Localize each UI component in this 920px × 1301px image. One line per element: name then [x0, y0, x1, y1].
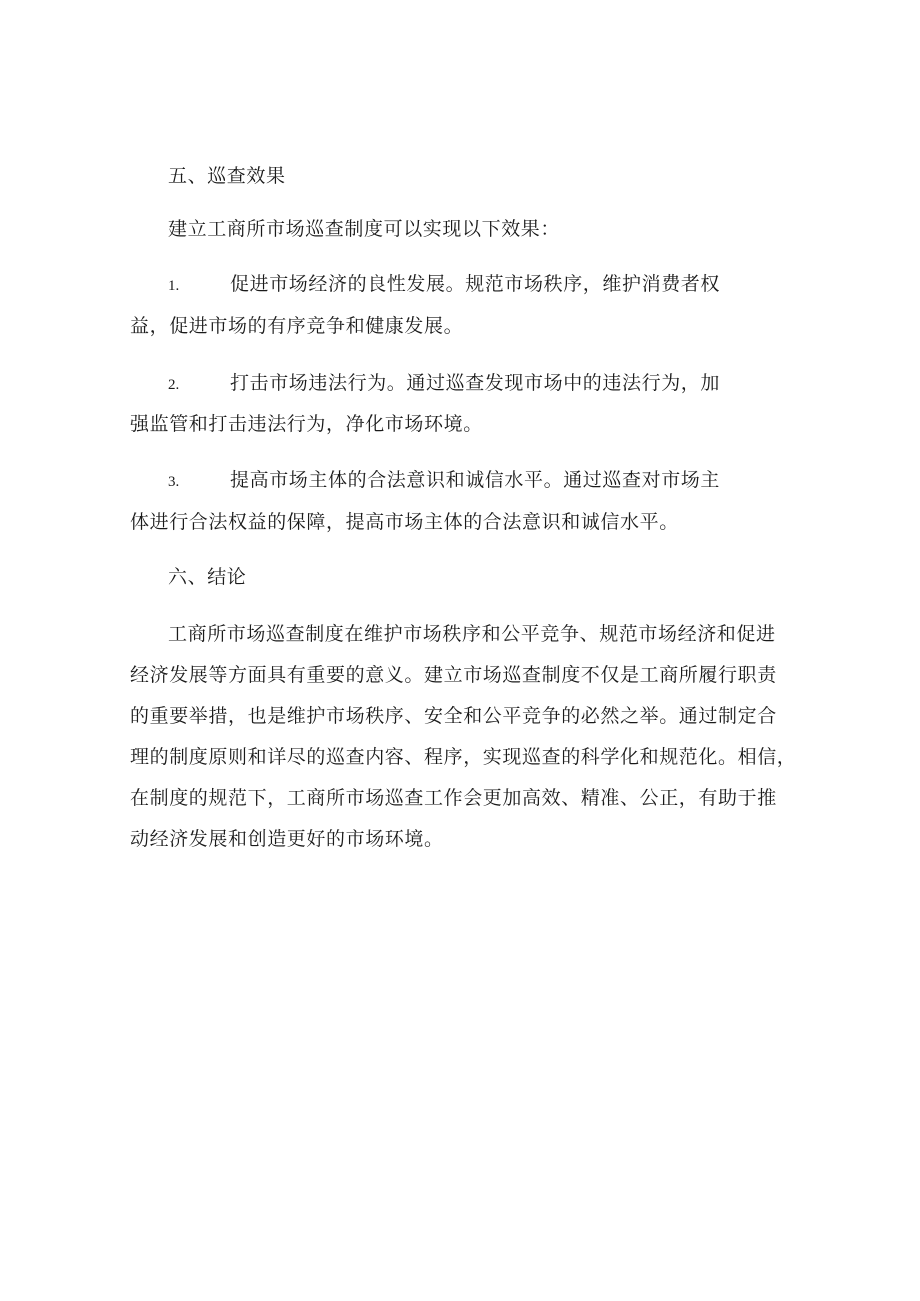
list-item-3-line-1: 提高市场主体的合法意识和诚信水平。通过巡查对市场主 — [230, 469, 721, 491]
list-item-1-line-2: 益，促进市场的有序竞争和健康发展。 — [130, 315, 464, 337]
conclusion-line-6: 动经济发展和创造更好的市场环境。 — [130, 828, 444, 850]
section-6-heading: 六、结论 — [168, 566, 247, 588]
section-5-intro: 建立工商所市场巡查制度可以实现以下效果： — [168, 218, 561, 240]
conclusion-line-5: 在制度的规范下，工商所市场巡查工作会更加高效、精准、公正，有助于推 — [130, 787, 777, 809]
conclusion-line-3: 的重要举措，也是维护市场秩序、安全和公平竞争的必然之举。通过制定合 — [130, 705, 777, 727]
list-item-2-number: 2. — [168, 377, 180, 393]
list-item-1-line-1: 促进市场经济的良性发展。规范市场秩序，维护消费者权 — [230, 273, 721, 295]
list-item-3-number: 3. — [168, 474, 180, 490]
section-5-heading: 五、巡查效果 — [168, 165, 286, 187]
conclusion-line-4: 理的制度原则和详尽的巡查内容、程序，实现巡查的科学化和规范化。相信， — [130, 746, 797, 768]
list-item-2-line-2: 强监管和打击违法行为，净化市场环境。 — [130, 413, 483, 435]
conclusion-line-1: 工商所市场巡查制度在维护市场秩序和公平竞争、规范市场经济和促进 — [168, 623, 776, 645]
list-item-1-number: 1. — [168, 278, 180, 294]
list-item-3-line-2: 体进行合法权益的保障，提高市场主体的合法意识和诚信水平。 — [130, 511, 679, 533]
list-item-2-line-1: 打击市场违法行为。通过巡查发现市场中的违法行为，加 — [230, 372, 721, 394]
conclusion-line-2: 经济发展等方面具有重要的意义。建立市场巡查制度不仅是工商所履行职责 — [130, 664, 777, 686]
